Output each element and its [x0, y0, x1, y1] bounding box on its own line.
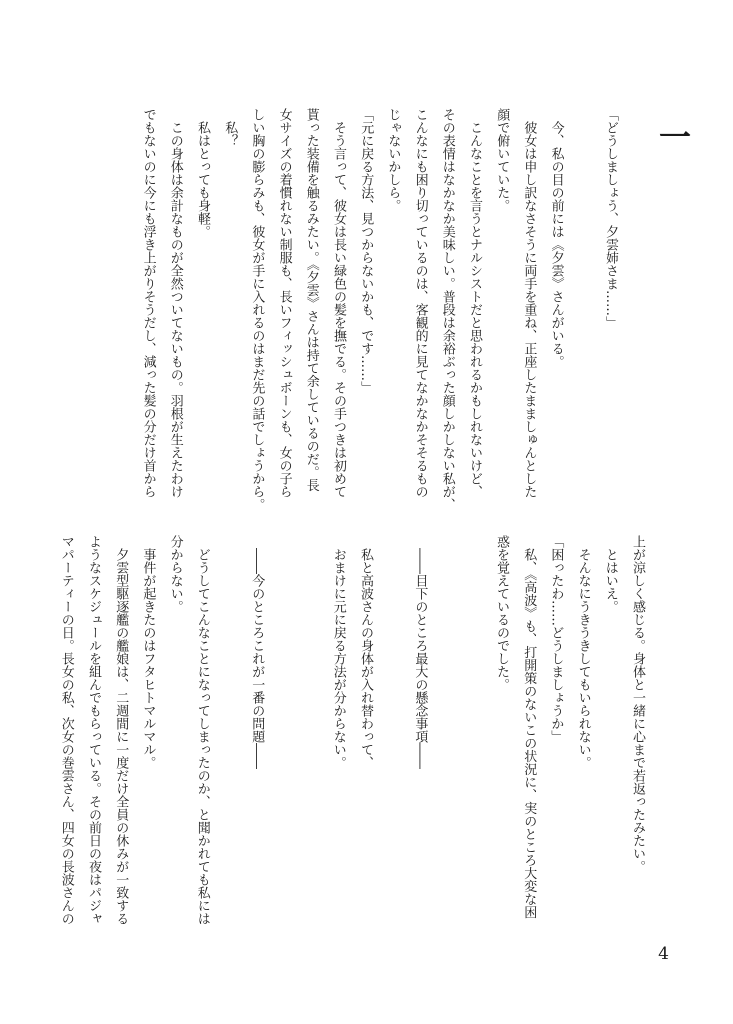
text-line: 彼女は申し訳なさそうに両手を重ね、正座したまましゅんとした [521, 108, 537, 498]
text-line: 「どうしましょう、夕雲姉さま……」 [603, 108, 618, 329]
text-line: 事件が起きたのはフタヒトマルマル。 [140, 535, 156, 769]
text-line: しい胸の膨らみも、彼女が手に入れるのはまだ先の話でしょうから。 [249, 108, 265, 511]
text-line: じゃないかしら。 [385, 108, 401, 212]
text-line: 分からない。 [167, 535, 183, 613]
text-line: その表情はなかなか美味しい。普段は余裕ぶった顔しかしない私が、 [439, 108, 455, 511]
text-line: ようなスケジュールを組んでもらっている。その前日の夜はパジャ [86, 535, 101, 925]
text-line: どうしてこんなことになってしまったのか、と聞かれても私には [194, 535, 210, 925]
text-line: こんなにも困り切っているのは、客観的に見てなかなかそそるもの [412, 108, 428, 498]
text-line: 夕雲型駆逐艦の艦娘は、二週間に一度だけ全員の休みが一致する [113, 535, 129, 925]
text-line: ――今のところこれが一番の問題―― [249, 535, 265, 769]
text-line: 貰った装備を触るみたい。《夕雲》さんは持て余しているのだ。長 [303, 108, 319, 492]
text-line: 惑を覚えているのでした。 [494, 535, 509, 691]
text-line: ――目下のところ最大の懸念事項―― [412, 535, 428, 769]
text-line: そう言って、彼女は長い緑色の髪を撫でる。その手つきは初めて [331, 108, 346, 498]
text-line: 私？ [222, 108, 238, 147]
text-line: 「困ったわ……どうしましょうか」 [548, 535, 564, 743]
text-line: そんなにうきうきしてもいられない。 [575, 535, 591, 769]
text-line: 私、《高波》も、打開策のないこの状況に、実のところ大変な困 [521, 535, 537, 919]
text-line: この身体は余計なものが全然ついてないもの。羽根が生えたわけ [167, 108, 183, 498]
text-line: でもないのに今にも浮き上がりそうだし、減った髪の分だけ首から [140, 108, 156, 498]
text-line: 上が涼しく感じる。身体と一緒に心まで若返ったみたい。 [630, 535, 645, 873]
text-line: 「元に戻る方法、見つからないかも、です……」 [358, 108, 374, 394]
text-line: こんなことを言うとナルシストだと思われるかもしれないけど、 [467, 108, 482, 498]
text-line: 私と高波さんの身体が入れ替わって、 [358, 535, 373, 769]
text-line: おまけに元に戻る方法が分からない。 [330, 535, 346, 769]
text-line: 今、私の目の前には《夕雲》さんがいる。 [548, 108, 564, 368]
text-line: マパーティーの日。長女の私、次女の巻雲さん、四女の長波さんの [58, 535, 74, 925]
text-line: 顔で俯いていた。 [494, 108, 510, 212]
page-number: 4 [658, 944, 669, 964]
chapter-heading: 一 [654, 120, 692, 152]
text-line: とはいえ。 [602, 535, 618, 613]
text-line: 女サイズの着慣れない制服も、長いフィッシュボーンも、女の子ら [276, 108, 292, 498]
text-line: 私はとっても身軽。 [195, 108, 210, 238]
